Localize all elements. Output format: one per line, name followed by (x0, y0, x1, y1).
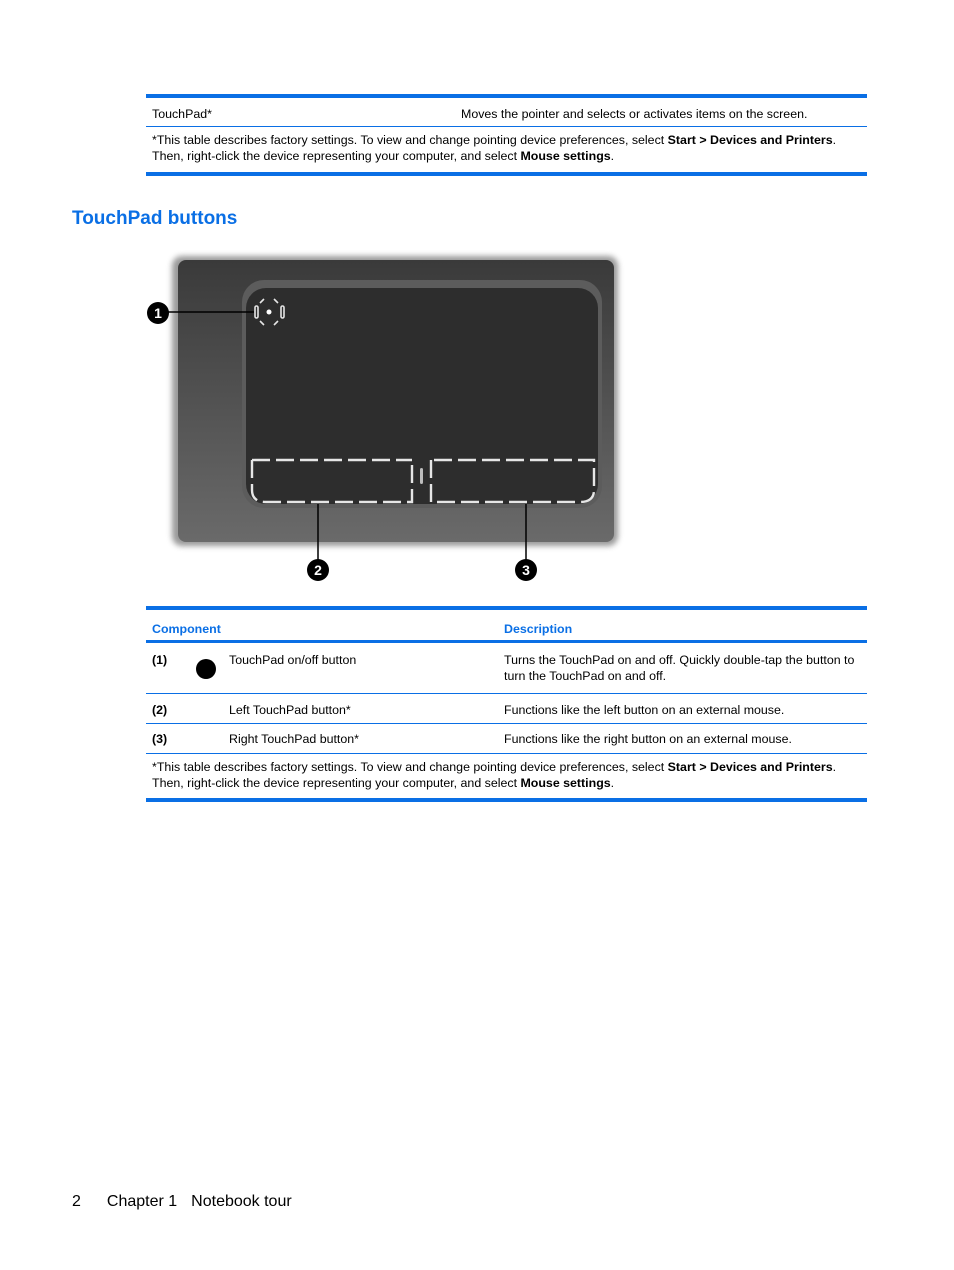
component-cell: TouchPad* (152, 107, 212, 121)
page-number: 2 (72, 1193, 81, 1210)
table-row (146, 694, 867, 723)
section-heading: TouchPad buttons (72, 208, 238, 229)
component-name: Left TouchPad button* (229, 703, 351, 717)
callout-1 (147, 302, 169, 324)
table-header-row (146, 610, 867, 640)
touchpad-summary-table (146, 94, 867, 176)
component-description: Functions like the left button on an external mouse. (504, 703, 785, 717)
chapter-label: Chapter 1 (106, 1193, 178, 1210)
svg-text:1: 1 (154, 305, 162, 321)
callout-2 (307, 559, 329, 581)
row-number: (3) (152, 732, 168, 746)
svg-text:2: 2 (314, 562, 322, 578)
on-off-button-icon (196, 659, 216, 679)
table-footnote: *This table describes factory settings. To view and change pointing device preferences, select Start > Devices and Printers. Then, right-click the device representing your computer, and select Mouse settings. (152, 133, 837, 163)
table-bottom-rule (146, 798, 867, 802)
table-row (146, 98, 867, 126)
component-header: Component (152, 622, 221, 636)
callout-3 (515, 559, 537, 581)
touchpad-illustration (140, 250, 630, 590)
page-footer (72, 1193, 306, 1211)
table-footnote: *This table describes factory settings. To view and change pointing device preferences, select Start > Devices and Printers. Then, right-click the device representing your computer, and select Mouse settings. (152, 760, 837, 790)
row-number: (1) (152, 653, 168, 667)
touchpad-drawing (140, 250, 630, 590)
table-row (146, 643, 867, 693)
touchpad-buttons-table (146, 606, 867, 802)
component-name: TouchPad on/off button (229, 653, 357, 667)
svg-text:3: 3 (522, 562, 530, 578)
button-divider (420, 468, 423, 484)
description-header: Description (504, 622, 573, 636)
row-number: (2) (152, 703, 168, 717)
description-cell: Moves the pointer and selects or activates items on the screen. (461, 107, 808, 121)
component-description: Functions like the right button on an external mouse. (504, 732, 792, 746)
component-description: Turns the TouchPad on and off. Quickly double-tap the button to turn the TouchPad on and off. (504, 653, 855, 683)
table-bottom-rule (146, 172, 867, 176)
chapter-title: Notebook tour (191, 1193, 292, 1210)
component-name: Right TouchPad button* (229, 732, 359, 746)
table-row (146, 724, 867, 753)
